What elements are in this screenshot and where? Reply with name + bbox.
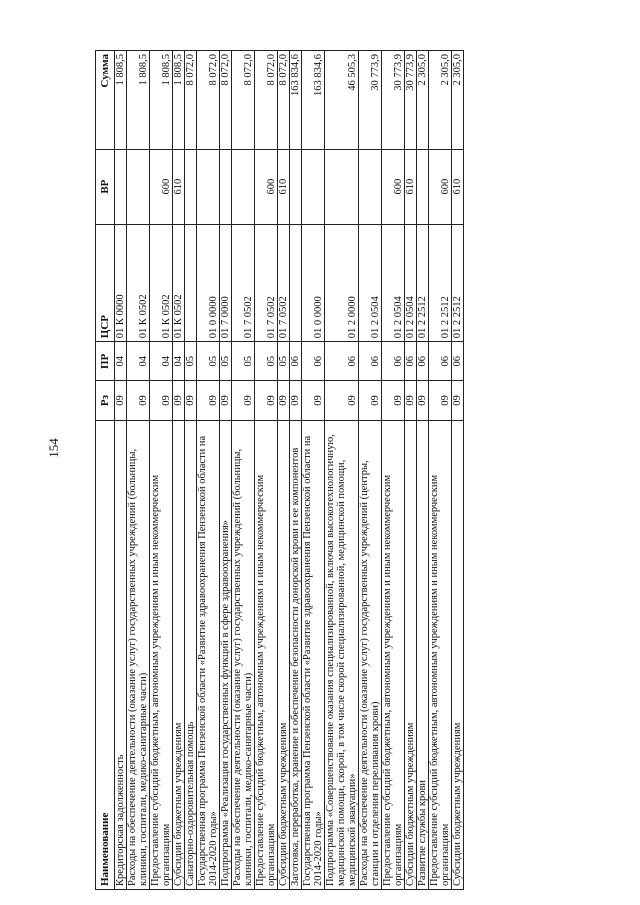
header-vr: ВР	[96, 149, 115, 224]
cell-vr	[302, 149, 325, 224]
cell-vr: 610	[405, 149, 417, 224]
cell-csr: 01 2 0504	[405, 224, 417, 342]
cell-vr	[232, 149, 255, 224]
cell-sum: 30 773,9	[382, 51, 405, 150]
cell-name: Кредиторская задолженность	[115, 420, 127, 889]
cell-rz: 09	[325, 381, 359, 420]
cell-csr: 01 2 2512	[429, 224, 452, 342]
cell-pr: 06	[452, 342, 464, 381]
cell-pr: 06	[302, 342, 325, 381]
cell-sum: 8 072,0	[197, 51, 220, 150]
table-body	[115, 51, 464, 890]
cell-vr: 600	[150, 149, 173, 224]
cell-vr	[127, 149, 150, 224]
cell-pr: 04	[150, 342, 173, 381]
cell-name: Развитие службы крови	[417, 420, 429, 889]
cell-csr: 01 0 0000	[197, 224, 220, 342]
cell-vr: 610	[452, 149, 464, 224]
cell-name: Расходы на обеспечение деятельности (оказание услуг) государственных учреждений (центры, станции и отделения переливания крови)	[359, 420, 382, 889]
cell-vr	[185, 149, 197, 224]
cell-rz: 09	[232, 381, 255, 420]
cell-csr: 01 7 0502	[278, 224, 290, 342]
cell-pr: 06	[405, 342, 417, 381]
cell-pr: 04	[127, 342, 150, 381]
cell-name: Предоставление субсидий бюджетным, автономным учреждениям и иным некоммерческим организациям	[382, 420, 405, 889]
cell-sum: 30 773,9	[405, 51, 417, 150]
cell-vr	[197, 149, 220, 224]
cell-csr: 01 2 0504	[359, 224, 382, 342]
cell-csr: 01 К 0000	[115, 224, 127, 342]
cell-sum: 46 505,3	[325, 51, 359, 150]
cell-pr: 05	[255, 342, 278, 381]
cell-name: Субсидии бюджетным учреждениям	[452, 420, 464, 889]
cell-rz: 09	[278, 381, 290, 420]
cell-csr	[185, 224, 197, 342]
cell-sum: 163 834,6	[302, 51, 325, 150]
table-row	[382, 51, 405, 890]
cell-name: Расходы на обеспечение деятельности (оказание услуг) государственных учреждений (больницы, клиники, госпитали, медико-санитарные части)	[127, 420, 150, 889]
cell-vr: 610	[278, 149, 290, 224]
cell-rz: 09	[185, 381, 197, 420]
cell-pr: 06	[417, 342, 429, 381]
table-row	[278, 51, 290, 890]
cell-rz: 09	[382, 381, 405, 420]
table-row	[290, 51, 302, 890]
cell-csr: 01 2 2512	[452, 224, 464, 342]
cell-sum: 2 305,0	[417, 51, 429, 150]
cell-rz: 09	[417, 381, 429, 420]
cell-sum: 1 808,5	[150, 51, 173, 150]
page-number: 154	[46, 438, 61, 458]
table-row	[302, 51, 325, 890]
table-row	[405, 51, 417, 890]
table-row	[429, 51, 452, 890]
cell-sum: 30 773,9	[359, 51, 382, 150]
table-row	[255, 51, 278, 890]
cell-rz: 09	[115, 381, 127, 420]
header-rz: Рз	[96, 381, 115, 420]
cell-csr: 01 К 0502	[173, 224, 185, 342]
cell-csr: 01 2 2512	[417, 224, 429, 342]
cell-name: Субсидии бюджетным учреждениям	[278, 420, 290, 889]
table-header-row	[96, 51, 115, 890]
cell-name: Предоставление субсидий бюджетным, автономным учреждениям и иным некоммерческим организациям	[150, 420, 173, 889]
cell-name: Субсидии бюджетным учреждениям	[405, 420, 417, 889]
header-pr: ПР	[96, 342, 115, 381]
cell-name: Субсидии бюджетным учреждениям	[173, 420, 185, 889]
table-row	[197, 51, 220, 890]
cell-name: Предоставление субсидий бюджетным, автономным учреждениям и иным некоммерческим организациям	[255, 420, 278, 889]
cell-rz: 09	[405, 381, 417, 420]
cell-rz: 09	[452, 381, 464, 420]
cell-name: Расходы на обеспечение деятельности (оказание услуг) государственных учреждений (больницы, клиники, госпитали, медико-санитарные части)	[232, 420, 255, 889]
table-row	[452, 51, 464, 890]
cell-vr: 600	[382, 149, 405, 224]
cell-csr	[290, 224, 302, 342]
cell-vr	[325, 149, 359, 224]
table-row	[173, 51, 185, 890]
cell-rz: 09	[290, 381, 302, 420]
cell-pr: 06	[325, 342, 359, 381]
cell-sum: 1 808,5	[127, 51, 150, 150]
rotated-page-content	[95, 50, 565, 890]
cell-name: Государственная программа Пензенской области «Развитие здравоохранения Пензенской области на 2014-2020 годы»	[302, 420, 325, 889]
cell-pr: 06	[359, 342, 382, 381]
cell-rz: 09	[150, 381, 173, 420]
cell-sum: 163 834,6	[290, 51, 302, 150]
cell-rz: 09	[220, 381, 232, 420]
table-row	[150, 51, 173, 890]
cell-sum: 2 305,0	[452, 51, 464, 150]
cell-rz: 09	[197, 381, 220, 420]
cell-csr: 01 0 0000	[302, 224, 325, 342]
cell-vr	[359, 149, 382, 224]
table-row	[127, 51, 150, 890]
cell-sum: 1 808,5	[173, 51, 185, 150]
cell-pr: 05	[220, 342, 232, 381]
cell-name: Санаторно-оздоровительная помощь	[185, 420, 197, 889]
cell-pr: 05	[278, 342, 290, 381]
cell-vr	[220, 149, 232, 224]
table-row	[232, 51, 255, 890]
cell-csr: 01 К 0502	[127, 224, 150, 342]
cell-vr	[290, 149, 302, 224]
cell-pr: 05	[197, 342, 220, 381]
table-row	[359, 51, 382, 890]
cell-pr: 05	[232, 342, 255, 381]
cell-pr: 05	[185, 342, 197, 381]
cell-name: Предоставление субсидий бюджетным, автономным учреждениям и иным некоммерческим организациям	[429, 420, 452, 889]
table-row	[115, 51, 127, 890]
cell-rz: 09	[302, 381, 325, 420]
table-row	[220, 51, 232, 890]
cell-vr: 600	[429, 149, 452, 224]
cell-vr	[417, 149, 429, 224]
header-csr: ЦСР	[96, 224, 115, 342]
cell-csr: 01 7 0502	[255, 224, 278, 342]
cell-pr: 06	[290, 342, 302, 381]
cell-sum: 8 072,0	[185, 51, 197, 150]
cell-rz: 09	[429, 381, 452, 420]
cell-vr	[115, 149, 127, 224]
cell-sum: 2 305,0	[429, 51, 452, 150]
cell-csr: 01 7 0502	[232, 224, 255, 342]
header-sum: Сумма	[96, 51, 115, 150]
cell-rz: 09	[127, 381, 150, 420]
cell-sum: 1 808,5	[115, 51, 127, 150]
cell-name: Подпрограмма «Реализация государственных функций в сфере здравоохранения»	[220, 420, 232, 889]
cell-pr: 06	[382, 342, 405, 381]
cell-vr: 610	[173, 149, 185, 224]
cell-rz: 09	[173, 381, 185, 420]
cell-csr: 01 2 0504	[382, 224, 405, 342]
cell-name: Подпрограмма «Совершенствование оказания специализированной, включая высокотехнологичную, медицинской помощи, скорой, в том числе скорой специализированной, медицинской помощи, медицинской эвакуации»	[325, 420, 359, 889]
cell-csr: 01 К 0502	[150, 224, 173, 342]
cell-rz: 09	[255, 381, 278, 420]
header-name: Наименование	[96, 420, 115, 889]
cell-sum: 8 072,0	[220, 51, 232, 150]
cell-sum: 8 072,0	[278, 51, 290, 150]
cell-name: Заготовка, переработка, хранение и обеспечение безопасности донорской крови и ее компонентов	[290, 420, 302, 889]
cell-pr: 06	[429, 342, 452, 381]
table-row	[417, 51, 429, 890]
cell-csr: 01 7 0000	[220, 224, 232, 342]
cell-sum: 8 072,0	[255, 51, 278, 150]
cell-pr: 04	[173, 342, 185, 381]
budget-table	[95, 50, 464, 890]
cell-sum: 8 072,0	[232, 51, 255, 150]
cell-pr: 04	[115, 342, 127, 381]
cell-name: Государственная программа Пензенской области «Развитие здравоохранения Пензенской области на 2014-2020 годы»	[197, 420, 220, 889]
table-row	[325, 51, 359, 890]
table-row	[185, 51, 197, 890]
cell-rz: 09	[359, 381, 382, 420]
cell-csr: 01 2 0000	[325, 224, 359, 342]
cell-vr: 600	[255, 149, 278, 224]
